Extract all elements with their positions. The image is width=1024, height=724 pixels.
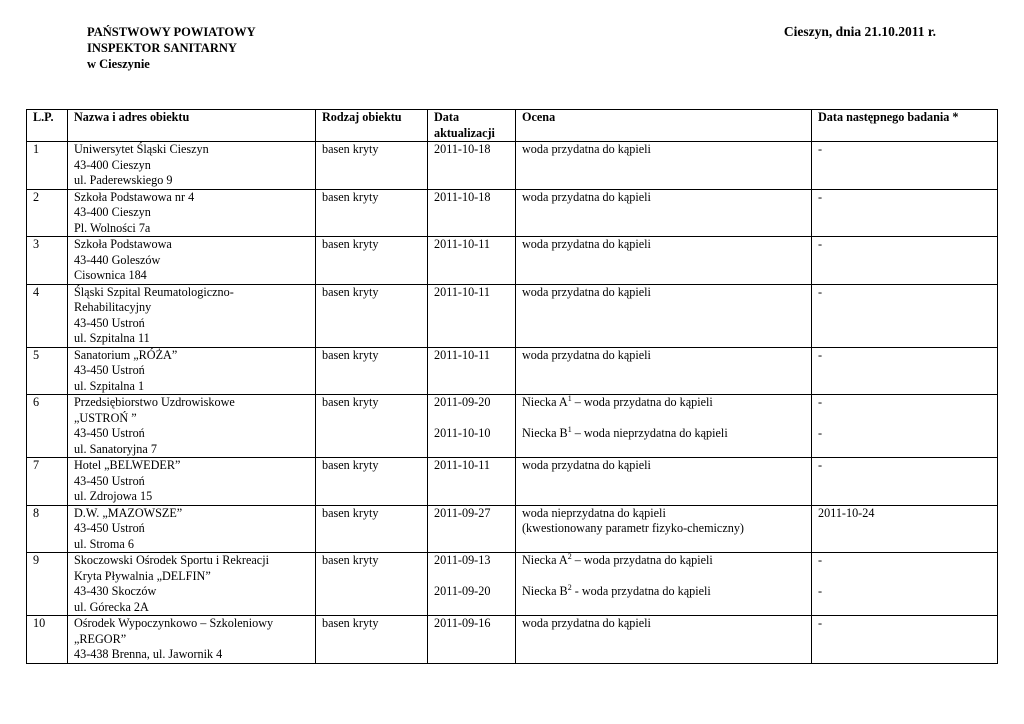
rating-text <box>522 426 807 442</box>
date-value: 2011-10-10 <box>434 426 491 440</box>
cell-type: basen kryty <box>316 458 428 506</box>
cell-date <box>428 458 516 506</box>
cell-type: basen kryty <box>316 505 428 553</box>
name-line: D.W. „MAZOWSZE” <box>74 505 183 520</box>
name-line: Pl. Wolności 7a <box>74 220 151 235</box>
name-line: Ośrodek Wypoczynkowo – Szkoleniowy <box>74 616 274 630</box>
date-value: 2011-10-11 <box>434 237 490 251</box>
cell-name <box>68 189 316 237</box>
rating-value: – woda nieprzydatna do kąpieli <box>571 426 728 440</box>
basin-name: Niecka B <box>522 584 568 598</box>
cell-next-date <box>812 284 998 347</box>
basin-name: Niecka B <box>522 426 568 440</box>
issuer-line: PAŃSTWOWY POWIATOWY <box>87 25 256 39</box>
name-line: 43-450 Ustroń <box>74 426 145 440</box>
cell-lp: 2 <box>27 189 68 237</box>
name-line: ul. Sanatoryjna 7 <box>74 441 157 456</box>
cell-name <box>68 237 316 285</box>
name-line: Uniwersytet Śląski Cieszyn <box>74 142 209 156</box>
cell-lp: 6 <box>27 395 68 458</box>
cell-next-date <box>812 395 998 458</box>
next-date-value: - <box>818 237 823 251</box>
line-spacer <box>522 569 807 585</box>
line-spacer <box>818 411 993 427</box>
next-date-value: - <box>818 395 823 409</box>
name-line: ul. Paderewskiego 9 <box>74 173 173 187</box>
date-value: 2011-09-20 <box>434 395 491 409</box>
cell-date <box>428 142 516 190</box>
next-date-value: - <box>818 616 823 630</box>
cell-rating <box>516 616 812 664</box>
cell-next-date <box>812 347 998 395</box>
name-line: 43-438 Brenna, ul. Jawornik 4 <box>74 647 223 661</box>
header-date-line: aktualizacji <box>434 125 495 140</box>
line-spacer <box>818 569 993 585</box>
rating-text: woda przydatna do kąpieli <box>522 284 651 299</box>
cell-rating <box>516 505 812 553</box>
cell-lp: 3 <box>27 237 68 285</box>
cell-type: basen kryty <box>316 237 428 285</box>
cell-name <box>68 347 316 395</box>
rating-text <box>522 395 807 411</box>
issuer-line: w Cieszynie <box>87 57 150 71</box>
rating-value: – woda przydatna do kąpieli <box>571 553 713 567</box>
cell-lp: 5 <box>27 347 68 395</box>
name-line: Szkoła Podstawowa nr 4 <box>74 189 195 204</box>
next-date-value: - <box>818 189 823 204</box>
header-next-date: Data następnego badania * <box>812 110 998 142</box>
name-line: ul. Szpitalna 1 <box>74 378 145 393</box>
cell-next-date <box>812 505 998 553</box>
cell-lp: 4 <box>27 284 68 347</box>
cell-name <box>68 395 316 458</box>
header-lp: L.P. <box>27 110 68 142</box>
header-type: Rodzaj obiektu <box>316 110 428 142</box>
rating-value: - woda przydatna do kąpieli <box>571 584 711 598</box>
name-line: Rehabilitacyjny <box>74 300 152 314</box>
name-line: 43-450 Ustroń <box>74 473 145 488</box>
date-value: 2011-09-27 <box>434 505 491 520</box>
name-line: 43-450 Ustroń <box>74 521 145 535</box>
name-line: 43-400 Cieszyn <box>74 157 151 172</box>
name-line: „REGOR” <box>74 631 127 646</box>
date-value: 2011-10-11 <box>434 347 490 362</box>
cell-type: basen kryty <box>316 347 428 395</box>
table-header-row <box>27 110 998 142</box>
cell-rating <box>516 458 812 506</box>
cell-rating <box>516 553 812 616</box>
date-value: 2011-09-20 <box>434 584 491 598</box>
table-row <box>27 237 998 285</box>
table-row <box>27 284 998 347</box>
basin-name: Niecka A <box>522 553 568 567</box>
name-line: ul. Stroma 6 <box>74 536 134 551</box>
next-date-value: - <box>818 426 823 440</box>
cell-lp: 7 <box>27 458 68 506</box>
next-date-value: - <box>818 458 823 472</box>
cell-type: basen kryty <box>316 142 428 190</box>
header-date-line: Data <box>434 110 460 124</box>
table-row <box>27 189 998 237</box>
line-spacer <box>522 411 807 427</box>
next-date-value: - <box>818 142 823 156</box>
cell-next-date <box>812 237 998 285</box>
table-row <box>27 616 998 664</box>
next-date-value: - <box>818 284 823 299</box>
table-body <box>27 142 998 664</box>
cell-date <box>428 347 516 395</box>
next-date-value: - <box>818 347 823 362</box>
basin-index: 1 <box>567 394 572 403</box>
rating-value: – woda przydatna do kąpieli <box>571 395 713 409</box>
cell-name <box>68 458 316 506</box>
cell-next-date <box>812 458 998 506</box>
cell-rating <box>516 284 812 347</box>
cell-name <box>68 553 316 616</box>
cell-name <box>68 284 316 347</box>
name-line: 43-400 Cieszyn <box>74 205 151 219</box>
basin-name: Niecka A <box>522 395 568 409</box>
date-value: 2011-10-18 <box>434 142 491 156</box>
issuer-block <box>87 24 256 72</box>
cell-type: basen kryty <box>316 616 428 664</box>
cell-rating <box>516 395 812 458</box>
line-spacer <box>434 411 511 427</box>
cell-date <box>428 395 516 458</box>
cell-name <box>68 505 316 553</box>
next-date-value: 2011-10-24 <box>818 505 875 520</box>
table-row <box>27 553 998 616</box>
inspection-table <box>26 109 998 664</box>
line-spacer <box>434 569 511 585</box>
issuer-line: INSPEKTOR SANITARNY <box>87 41 237 55</box>
name-line: Sanatorium „RÓŻA” <box>74 347 178 362</box>
table-row <box>27 505 998 553</box>
cell-lp: 9 <box>27 553 68 616</box>
cell-name <box>68 616 316 664</box>
name-line: 43-440 Goleszów <box>74 252 161 267</box>
cell-rating <box>516 142 812 190</box>
cell-lp: 10 <box>27 616 68 664</box>
name-line: ul. Górecka 2A <box>74 599 149 614</box>
rating-text: woda przydatna do kąpieli <box>522 189 651 204</box>
date-value: 2011-10-11 <box>434 284 490 299</box>
cell-date <box>428 505 516 553</box>
cell-lp: 8 <box>27 505 68 553</box>
name-line: ul. Zdrojowa 15 <box>74 489 153 503</box>
name-line: 43-450 Ustroń <box>74 315 145 330</box>
rating-text <box>522 553 807 569</box>
rating-text: woda przydatna do kąpieli <box>522 142 651 156</box>
table-row <box>27 458 998 506</box>
cell-next-date <box>812 142 998 190</box>
header-rating: Ocena <box>516 110 812 142</box>
name-line: Szkoła Podstawowa <box>74 237 172 251</box>
cell-type: basen kryty <box>316 284 428 347</box>
name-line: ul. Szpitalna 11 <box>74 331 150 345</box>
cell-date <box>428 237 516 285</box>
table-row <box>27 395 998 458</box>
cell-lp: 1 <box>27 142 68 190</box>
date-value: 2011-09-13 <box>434 553 491 567</box>
name-line: 43-450 Ustroń <box>74 363 145 377</box>
basin-index: 2 <box>567 552 572 561</box>
table-row <box>27 347 998 395</box>
cell-rating <box>516 347 812 395</box>
basin-index: 2 <box>567 583 572 592</box>
rating-text: woda przydatna do kąpieli <box>522 237 651 251</box>
cell-next-date <box>812 616 998 664</box>
name-line: Kryta Pływalnia „DELFIN” <box>74 568 211 583</box>
cell-type: basen kryty <box>316 395 428 458</box>
name-line: Śląski Szpital Reumatologiczno- <box>74 284 234 299</box>
cell-type: basen kryty <box>316 189 428 237</box>
cell-next-date <box>812 189 998 237</box>
name-line: „USTROŃ ” <box>74 410 137 425</box>
cell-date <box>428 553 516 616</box>
cell-rating <box>516 237 812 285</box>
rating-text: (kwestionowany parametr fizyko-chemiczny) <box>522 521 744 535</box>
header-name: Nazwa i adres obiektu <box>68 110 316 142</box>
cell-rating <box>516 189 812 237</box>
cell-date <box>428 189 516 237</box>
next-date-value: - <box>818 584 823 598</box>
table-row <box>27 142 998 190</box>
cell-name <box>68 142 316 190</box>
name-line: 43-430 Skoczów <box>74 584 157 598</box>
next-date-value: - <box>818 553 823 567</box>
name-line: Cisownica 184 <box>74 268 147 282</box>
basin-index: 1 <box>567 425 572 434</box>
rating-text: woda przydatna do kąpieli <box>522 616 651 630</box>
place-and-date: Cieszyn, dnia 21.10.2011 r. <box>783 24 936 39</box>
rating-text: woda przydatna do kąpieli <box>522 458 651 472</box>
cell-next-date <box>812 553 998 616</box>
name-line: Przedsiębiorstwo Uzdrowiskowe <box>74 395 235 409</box>
name-line: Hotel „BELWEDER” <box>74 458 181 472</box>
cell-date <box>428 284 516 347</box>
rating-text <box>522 584 807 600</box>
date-value: 2011-09-16 <box>434 616 491 630</box>
header-date <box>428 110 516 142</box>
rating-text: woda nieprzydatna do kąpieli <box>522 505 666 520</box>
date-value: 2011-10-18 <box>434 189 491 204</box>
cell-type: basen kryty <box>316 553 428 616</box>
cell-date <box>428 616 516 664</box>
rating-text: woda przydatna do kąpieli <box>522 347 651 362</box>
name-line: Skoczowski Ośrodek Sportu i Rekreacji <box>74 553 269 567</box>
date-value: 2011-10-11 <box>434 458 490 472</box>
